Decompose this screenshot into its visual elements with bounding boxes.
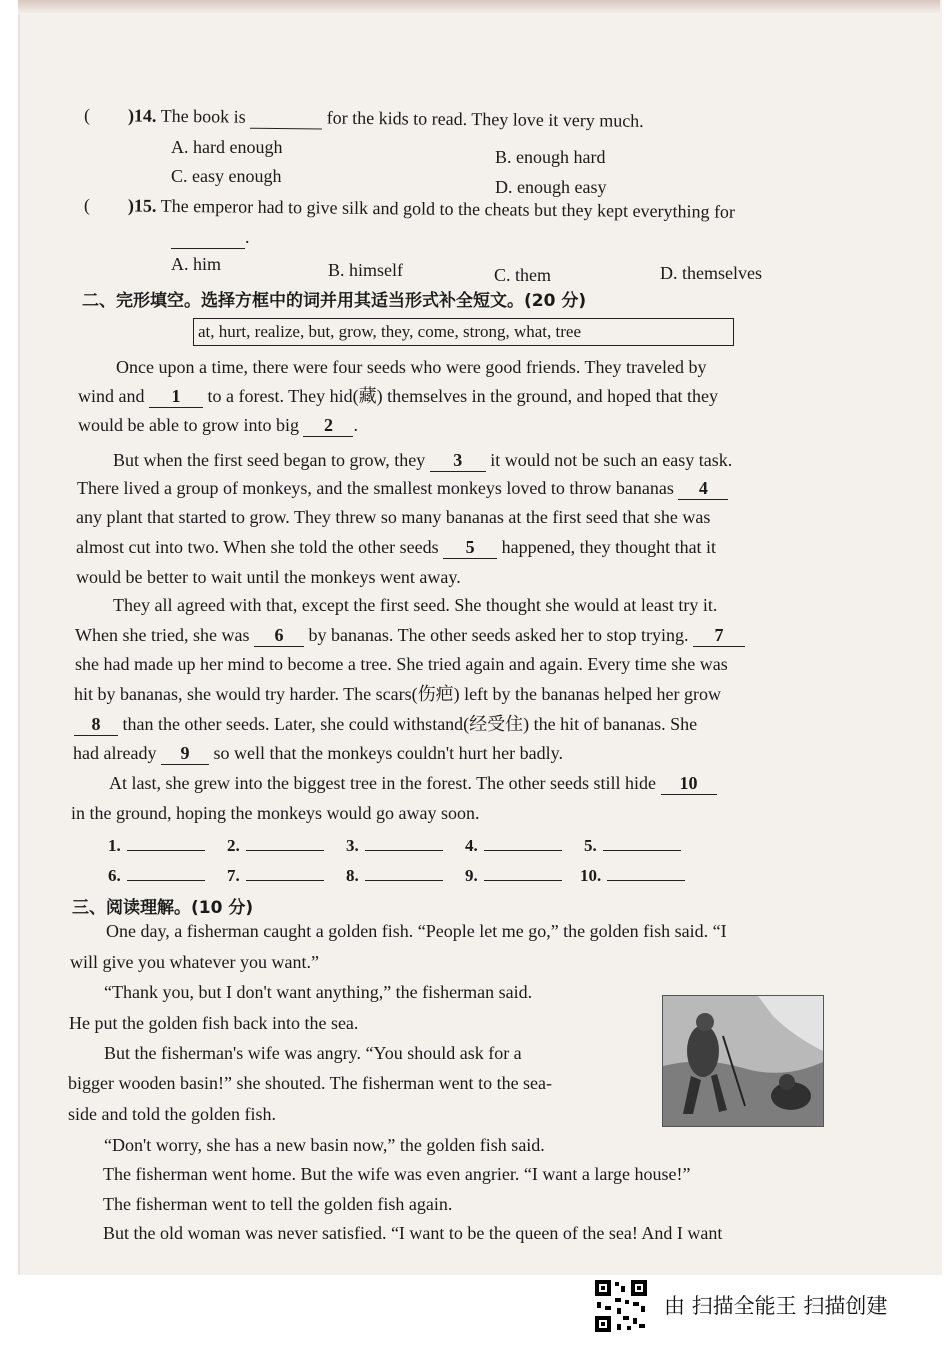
cloze-line: in the ground, hoping the monkeys would go away soon. <box>71 803 480 823</box>
question-number: )14. <box>127 105 157 126</box>
reading-line: He put the golden fish back into the sea. <box>69 1013 359 1033</box>
question-stem: The book is <box>160 105 246 127</box>
answer-slot[interactable]: 1. <box>108 836 205 855</box>
question-stem: for the kids to read. They love it very much. <box>326 107 644 131</box>
answer-row-1 <box>108 834 681 856</box>
cloze-line: Once upon a time, there were four seeds who were good friends. They traveled by <box>116 357 707 377</box>
cloze-blank-7[interactable]: 7 <box>693 624 745 647</box>
option-a: A. hard enough <box>171 137 283 157</box>
reading-line: But the old woman was never satisfied. “I want to be the queen of the sea! And I want <box>103 1223 723 1243</box>
answer-slot[interactable]: 6. <box>108 866 205 885</box>
reading-line: “Don't worry, she has a new basin now,” the golden fish said. <box>104 1135 545 1155</box>
cloze-line: would be better to wait until the monkeys went away. <box>76 567 461 587</box>
cloze-line: hit by bananas, she would try harder. The scars(伤疤) left by the bananas helped her grow <box>74 684 721 704</box>
answer-slot[interactable]: 5. <box>584 836 681 855</box>
cloze-line: They all agreed with that, except the first seed. She thought she would at least try it. <box>113 595 718 615</box>
option-b: B. himself <box>328 260 403 280</box>
cloze-blank-2[interactable]: 2 <box>303 414 353 437</box>
answer-slot[interactable]: 10. <box>580 866 685 885</box>
answer-paren: ( <box>83 195 91 216</box>
cloze-blank-5[interactable]: 5 <box>443 536 497 559</box>
option-d: D. themselves <box>660 263 762 283</box>
cloze-line: almost cut into two. When she told the other seeds 5 happened, they thought that it <box>76 537 717 557</box>
cloze-line: had already 9 so well that the monkeys couldn't hurt her badly. <box>73 743 563 763</box>
question-number: )15. <box>127 195 157 216</box>
cloze-line: But when the first seed began to grow, they 3 it would not be such an easy task. <box>113 450 733 470</box>
cloze-line: she had made up her mind to become a tree. She tried again and again. Every time she was <box>75 654 728 674</box>
cloze-blank-8[interactable]: 8 <box>74 713 118 736</box>
reading-line: side and told the golden fish. <box>68 1104 276 1124</box>
reading-line: One day, a fisherman caught a golden fish. “People let me go,” the golden fish said. “I <box>106 921 727 941</box>
option-a: A. him <box>171 254 222 274</box>
fisherman-image <box>663 996 823 1126</box>
cloze-line: At last, she grew into the biggest tree in the forest. The other seeds still hide 10 <box>109 772 717 795</box>
option-c: C. them <box>494 265 551 285</box>
reading-line: The fisherman went to tell the golden fish again. <box>103 1194 453 1214</box>
cloze-blank-4[interactable]: 4 <box>678 477 728 500</box>
cloze-line: There lived a group of monkeys, and the smallest monkeys loved to throw bananas 4 <box>77 477 728 500</box>
reading-line: The fisherman went home. But the wife was even angrier. “I want a large house!” <box>103 1164 691 1184</box>
option-c: C. easy enough <box>171 166 282 186</box>
option-d: D. enough easy <box>495 177 607 197</box>
answer-paren: ( <box>83 105 91 126</box>
cloze-blank-1[interactable]: 1 <box>149 385 203 408</box>
scanner-watermark: 由 扫描全能王 扫描创建 <box>664 1294 888 1318</box>
question-15-blank-line: . <box>171 226 250 249</box>
qr-code-icon <box>593 1278 649 1334</box>
question-stem: The emperor had to give silk and gold to the cheats but they kept everything for <box>160 195 736 222</box>
fisherman-illustration <box>662 995 824 1127</box>
cloze-line: any plant that started to grow. They threw so many bananas at the first seed that she was <box>76 507 711 527</box>
cloze-blank-6[interactable]: 6 <box>254 624 304 647</box>
cloze-line: 8 than the other seeds. Later, she could withstand(经受住) the hit of bananas. She <box>74 713 697 736</box>
cloze-line: When she tried, she was 6 by bananas. The other seeds asked her to stop trying. 7 <box>75 624 745 647</box>
option-b: B. enough hard <box>495 147 606 167</box>
reading-line: will give you whatever you want.” <box>70 952 319 972</box>
answer-blank[interactable] <box>171 226 245 249</box>
answer-slot[interactable]: 3. <box>346 836 443 855</box>
section-title-reading: 三、阅读理解。(10 分) <box>72 898 254 918</box>
cloze-blank-3[interactable]: 3 <box>430 449 486 472</box>
reading-line: But the fisherman's wife was angry. “You should ask for a <box>104 1043 522 1063</box>
cloze-blank-9[interactable]: 9 <box>161 742 209 765</box>
reading-line: bigger wooden basin!” she shouted. The fisherman went to the sea- <box>68 1073 553 1093</box>
section-title-cloze: 二、完形填空。选择方框中的词并用其适当形式补全短文。(20 分) <box>82 291 587 311</box>
answer-slot[interactable]: 9. <box>465 866 562 885</box>
cloze-line: wind and 1 to a forest. They hid(藏) themselves in the ground, and hoped that they <box>78 386 719 406</box>
cloze-line: would be able to grow into big 2 . <box>78 415 358 435</box>
page-top-edge <box>18 0 940 14</box>
reading-line: “Thank you, but I don't want anything,” the fisherman said. <box>104 982 533 1002</box>
answer-slot[interactable]: 8. <box>346 866 443 885</box>
cloze-blank-10[interactable]: 10 <box>661 772 717 795</box>
answer-slot[interactable]: 7. <box>227 866 324 885</box>
word-bank-box: at, hurt, realize, but, grow, they, come, strong, what, tree <box>193 318 734 346</box>
answer-blank[interactable] <box>250 106 322 130</box>
answer-slot[interactable]: 4. <box>465 836 562 855</box>
answer-row-2 <box>108 864 685 886</box>
answer-slot[interactable]: 2. <box>227 836 324 855</box>
